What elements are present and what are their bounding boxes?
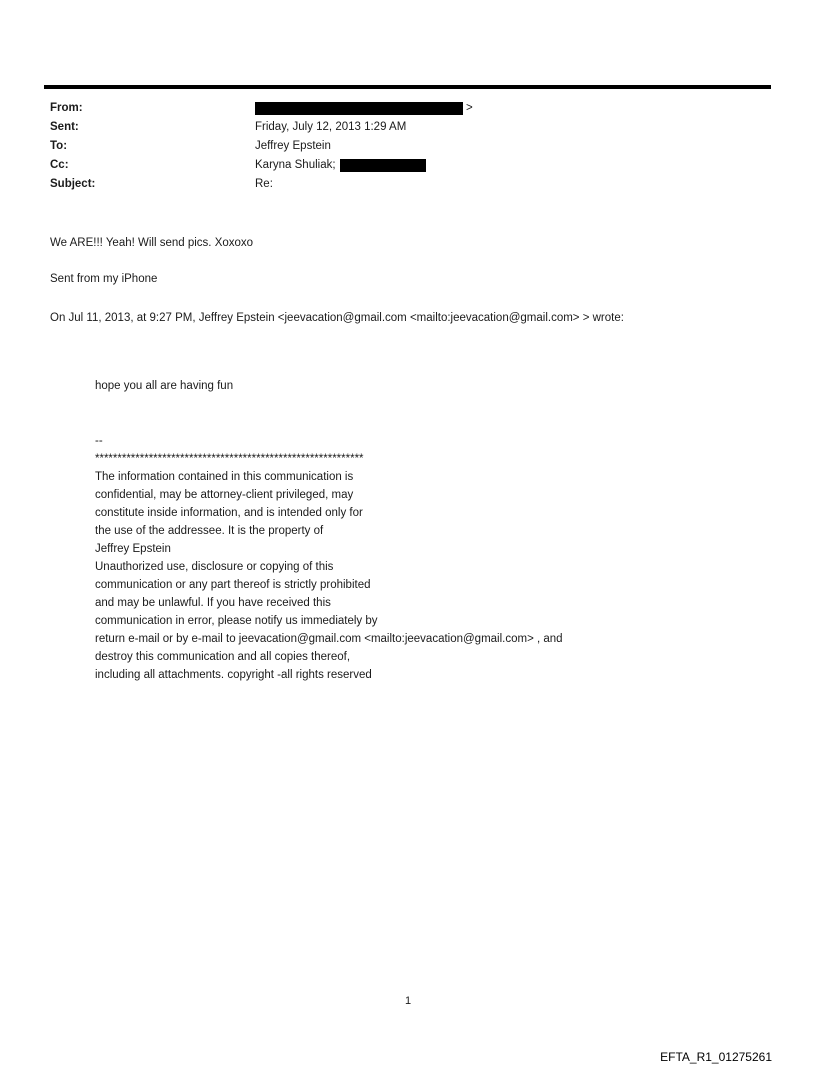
header-divider-rule — [44, 85, 771, 89]
disclaimer-line: Jeffrey Epstein — [95, 543, 171, 555]
subject-label: Subject: — [50, 178, 96, 190]
quoted-message-block — [95, 379, 735, 684]
message-text: We ARE!!! Yeah! Will send pics. Xoxoxo — [50, 237, 254, 249]
disclaimer-line: and may be unlawful. If you have received this — [95, 597, 331, 609]
to-label: To: — [50, 140, 68, 152]
sent-value: Friday, July 12, 2013 1:29 AM — [255, 121, 407, 133]
disclaimer-line: confidential, may be attorney-client privileged, may — [95, 489, 354, 501]
cc-label: Cc: — [50, 159, 69, 171]
disclaimer-line: constitute inside information, and is intended only for — [95, 507, 363, 519]
disclaimer-line: The information contained in this communication is — [95, 471, 354, 483]
cc-value — [255, 156, 760, 175]
asterisk-line: ************************************************************ — [95, 453, 364, 465]
to-value: Jeffrey Epstein — [255, 140, 331, 152]
disclaimer-line: Unauthorized use, disclosure or copying of this — [95, 561, 334, 573]
header-row-sent — [50, 118, 760, 137]
cc-value-text: Karyna Shuliak; — [255, 159, 336, 171]
from-suffix: > — [466, 102, 473, 114]
disclaimer-line: destroy this communication and all copies thereof, — [95, 651, 351, 663]
quote-attribution: On Jul 11, 2013, at 9:27 PM, Jeffrey Epstein <jeevacation@gmail.com <mailto:jeevacation@gmail.com> > wrote: — [50, 312, 624, 324]
disclaimer-line: communication in error, please notify us immediately by — [95, 615, 378, 627]
sent-label: Sent: — [50, 121, 79, 133]
header-row-from — [50, 99, 760, 118]
email-header — [50, 99, 760, 194]
sent-from-iphone-text: Sent from my iPhone — [50, 273, 158, 285]
from-label: From: — [50, 102, 83, 114]
redaction-bar — [255, 102, 463, 115]
bates-number: EFTA_R1_01275261 — [660, 1050, 772, 1064]
signature-block — [95, 432, 735, 684]
header-row-to — [50, 137, 760, 156]
header-row-subject — [50, 175, 760, 194]
disclaimer-line: the use of the addressee. It is the property of — [95, 525, 324, 537]
header-row-cc — [50, 156, 760, 175]
quoted-message-text: hope you all are having fun — [95, 380, 234, 392]
disclaimer-line: including all attachments. copyright -all rights reserved — [95, 669, 372, 681]
from-value — [255, 99, 760, 118]
subject-value: Re: — [255, 178, 273, 190]
redaction-bar — [340, 159, 426, 172]
page-number: 1 — [404, 995, 412, 1007]
disclaimer-line: communication or any part thereof is strictly prohibited — [95, 579, 371, 591]
disclaimer-line: return e-mail or by e-mail to jeevacation@gmail.com <mailto:jeevacation@gmail.com> , and — [95, 633, 563, 645]
signature-dashes: -- — [95, 435, 103, 447]
